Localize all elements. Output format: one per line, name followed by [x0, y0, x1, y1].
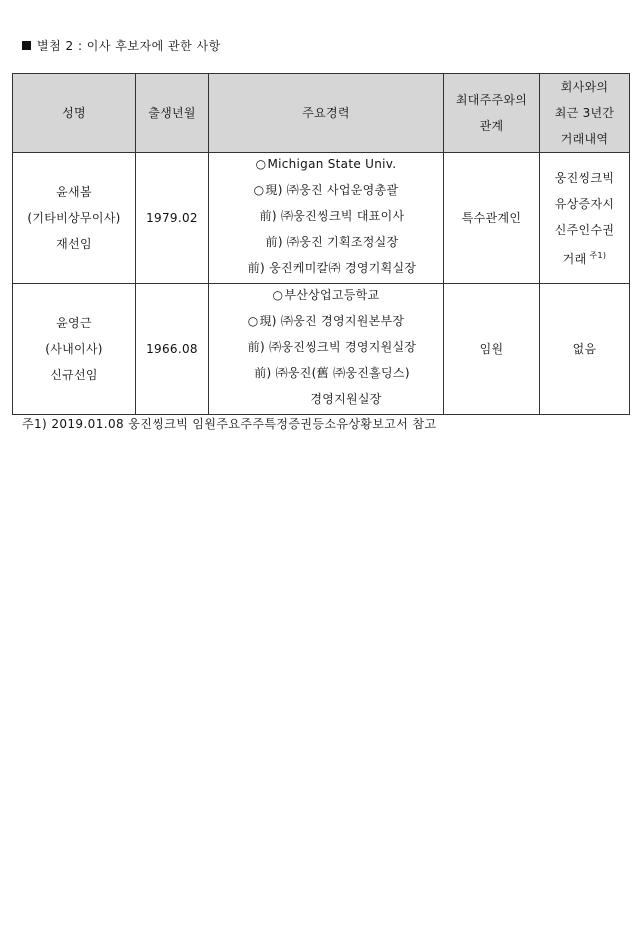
career-cell [209, 284, 444, 415]
table-row [13, 284, 630, 415]
career-line: 경영지원실장 [310, 392, 382, 406]
career-line: ○現) ㈜웅진 경영지원본부장 [247, 314, 405, 328]
transaction-cell: 없음 [540, 284, 630, 415]
header-career: 주요경력 [209, 74, 444, 153]
career-line: ○現) ㈜웅진 사업운영총괄 [253, 183, 399, 197]
director-candidates-table [12, 73, 630, 415]
candidate-position: (사내이사) [45, 342, 103, 356]
header-row [13, 74, 630, 153]
career-line: 前) ㈜웅진씽크빅 경영지원실장 [247, 340, 417, 354]
career-line: 前) ㈜웅진(舊 ㈜웅진홀딩스) [254, 366, 410, 380]
career-line: ○Michigan State Univ. [255, 157, 397, 171]
candidate-appointment: 신규선임 [50, 368, 98, 382]
footnote: 주1) 2019.01.08 웅진씽크빅 임원주요주주특정증권등소유상황보고서 참고 [22, 417, 437, 431]
header-transactions: 회사와의 최근 3년간 거래내역 [540, 74, 630, 153]
relation-cell: 특수관계인 [444, 153, 540, 284]
career-line: ○부산상업고등학교 [272, 288, 380, 302]
table-row [13, 153, 630, 284]
header-birth: 출생년월 [136, 74, 209, 153]
career-line: 前) ㈜웅진씽크빅 대표이사 [259, 209, 405, 223]
candidate-name: 윤영근 [56, 316, 92, 330]
transaction-cell: 웅진씽크빅 유상증자시 신주인수권 거래 $^{주1)}$ [540, 153, 630, 284]
black-square-icon [22, 41, 31, 50]
career-line: 前) 웅진케미칼㈜ 경영기획실장 [247, 261, 417, 275]
section-heading [22, 37, 221, 54]
candidate-position: (기타비상무이사) [27, 211, 121, 225]
career-cell [209, 153, 444, 284]
candidate-appointment: 재선임 [56, 237, 92, 251]
section-heading-text: 별첨 2 : 이사 후보자에 관한 사항 [37, 39, 221, 53]
career-line: 前) ㈜웅진 기획조정실장 [265, 235, 399, 249]
header-name: 성명 [13, 74, 136, 153]
candidate-name-cell [13, 153, 136, 284]
candidate-name: 윤새봄 [56, 185, 92, 199]
header-relation: 최대주주와의 관계 [444, 74, 540, 153]
footnote-marker: 주1) [589, 250, 607, 260]
candidate-name-cell [13, 284, 136, 415]
birth-cell: 1979.02 [136, 153, 209, 284]
birth-cell: 1966.08 [136, 284, 209, 415]
relation-cell: 임원 [444, 284, 540, 415]
